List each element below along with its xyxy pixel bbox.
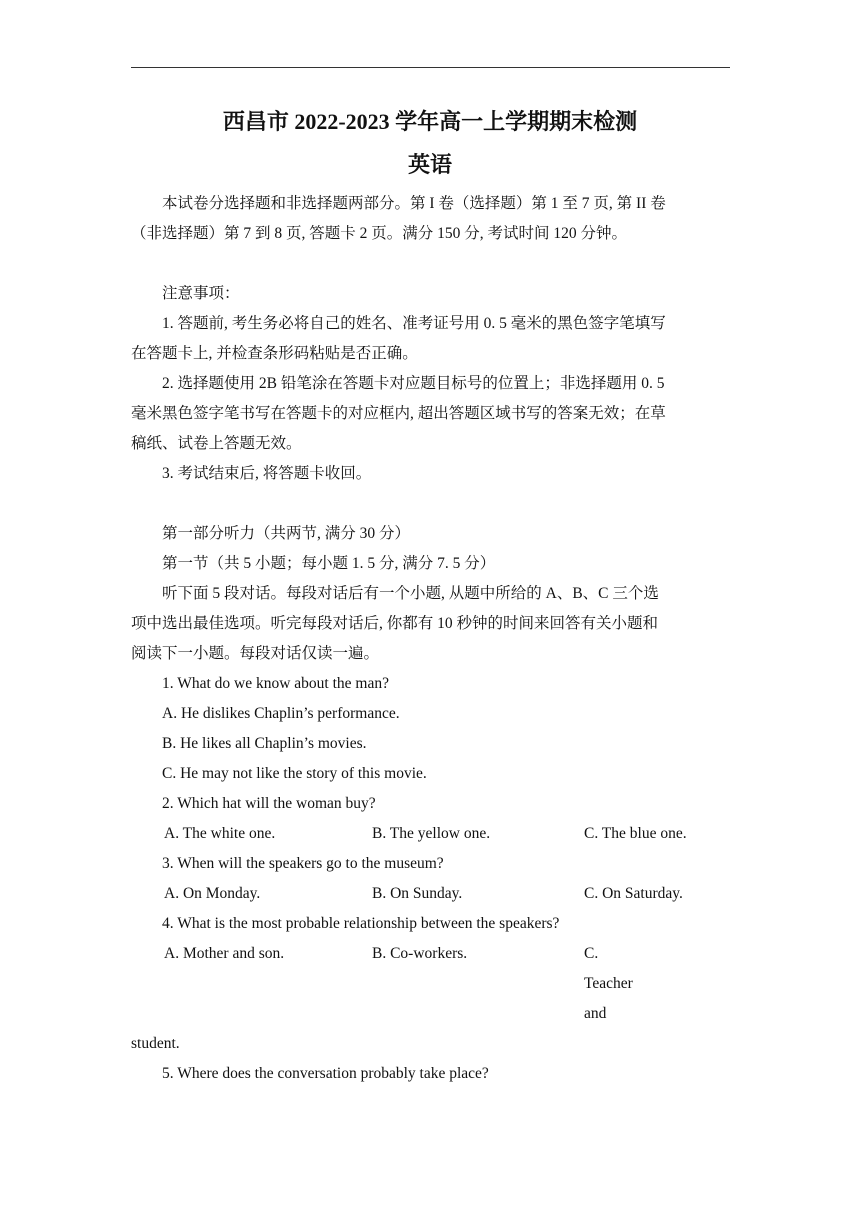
option-1b: B. He likes all Chaplin’s movies. xyxy=(162,735,367,752)
option-2b: B. The yellow one. xyxy=(372,825,491,842)
option-4c-word: and xyxy=(584,1005,607,1022)
option-2a: A. The white one. xyxy=(164,825,276,842)
intro-line: 本试卷分选择题和非选择题两部分。第 I 卷（选择题）第 1 至 7 页, 第 II 卷 xyxy=(162,195,666,212)
options-row-3 xyxy=(131,879,730,909)
question-4: 4. What is the most probable relationship between the speakers? xyxy=(162,915,560,932)
question-list xyxy=(131,669,730,1089)
option-4c-word: Teacher xyxy=(584,975,633,992)
note-line: 3. 考试结束后, 将答题卡收回。 xyxy=(162,465,372,482)
note-line: 稿纸、试卷上答题无效。 xyxy=(131,435,302,452)
exam-title: 西昌市 2022-2023 学年高一上学期期末检测 xyxy=(222,109,638,134)
notes-section xyxy=(131,279,730,489)
note-line: 2. 选择题使用 2B 铅笔涂在答题卡对应题目标号的位置上；非选择题用 0. 5 xyxy=(162,375,665,392)
options-row-4 xyxy=(131,939,730,1029)
listening-part xyxy=(131,519,730,669)
question-5: 5. Where does the conversation probably take place? xyxy=(162,1065,489,1082)
note-line: 1. 答题前, 考生务必将自己的姓名、准考证号用 0. 5 毫米的黑色签字笔填写 xyxy=(162,315,666,332)
option-4a: A. Mother and son. xyxy=(164,945,285,962)
subject-title: 英语 xyxy=(407,152,452,177)
instruction-line: 听下面 5 段对话。每段对话后有一个小题, 从题中所给的 A、B、C 三个选 xyxy=(162,585,659,602)
instruction-line: 阅读下一小题。每段对话仅读一遍。 xyxy=(131,645,380,662)
option-1c: C. He may not like the story of this movie. xyxy=(162,765,427,782)
option-4c-continued: student. xyxy=(131,1035,180,1052)
instruction-line: 项中选出最佳选项。听完每段对话后, 你都有 10 秒钟的时间来回答有关小题和 xyxy=(131,615,659,632)
question-3: 3. When will the speakers go to the museum? xyxy=(162,855,444,872)
option-4c-word: C. xyxy=(584,945,599,962)
section-heading: 第一节（共 5 小题；每小题 1. 5 分, 满分 7. 5 分） xyxy=(162,555,496,572)
intro-line: （非选择题）第 7 到 8 页, 答题卡 2 页。满分 150 分, 考试时间 120 分钟。 xyxy=(131,225,628,242)
option-3b: B. On Sunday. xyxy=(372,885,463,902)
notes-heading: 注意事项： xyxy=(162,285,240,302)
question-1: 1. What do we know about the man? xyxy=(162,675,389,692)
header-rule xyxy=(131,67,730,68)
intro-paragraph xyxy=(131,189,730,249)
option-3c: C. On Saturday. xyxy=(584,885,683,902)
note-line: 在答题卡上, 并检查条形码粘贴是否正确。 xyxy=(131,345,418,362)
option-3a: A. On Monday. xyxy=(164,885,261,902)
document-body xyxy=(131,189,730,1089)
part-heading: 第一部分听力（共两节, 满分 30 分） xyxy=(162,525,411,542)
option-2c: C. The blue one. xyxy=(584,825,687,842)
option-1a: A. He dislikes Chaplin’s performance. xyxy=(162,705,400,722)
option-4b: B. Co-workers. xyxy=(372,945,468,962)
question-2: 2. Which hat will the woman buy? xyxy=(162,795,376,812)
note-line: 毫米黑色签字笔书写在答题卡的对应框内, 超出答题区域书写的答案无效；在草 xyxy=(131,405,666,422)
options-row-2 xyxy=(131,819,730,849)
option-4c xyxy=(584,939,730,1029)
